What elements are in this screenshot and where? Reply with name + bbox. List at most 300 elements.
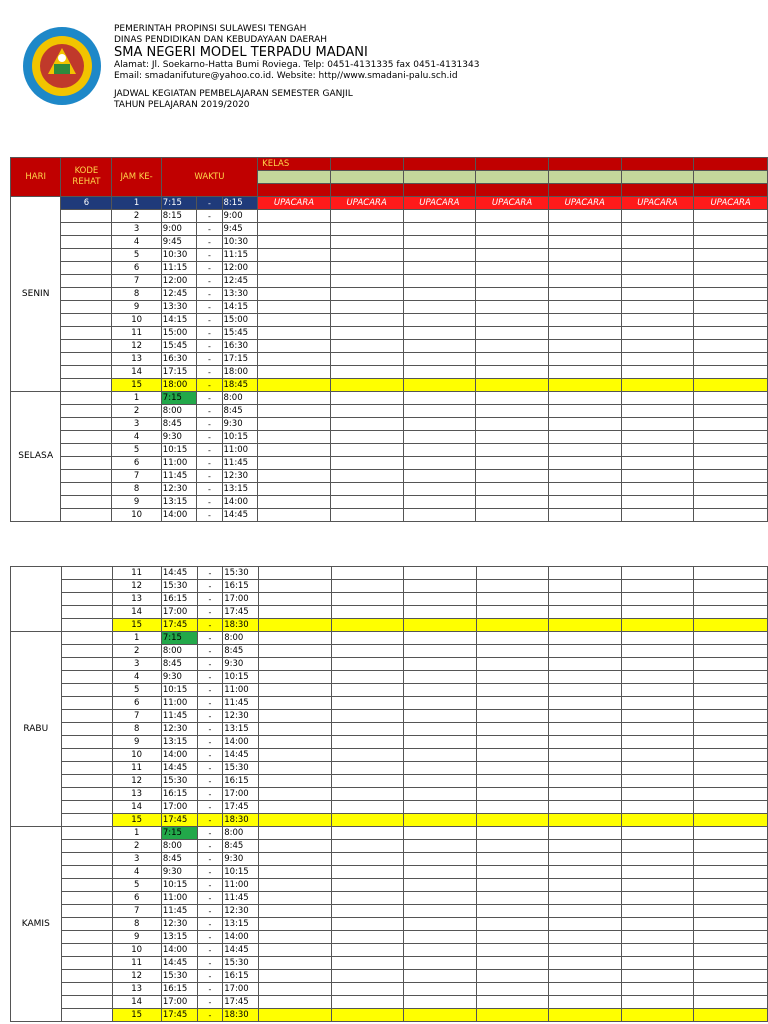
class-slot-cell [403, 444, 476, 457]
class-slot-cell [549, 905, 622, 918]
col-kode-rehat: KODE REHAT [61, 158, 112, 197]
class-slot-cell [404, 1009, 477, 1022]
class-slot-cell [549, 814, 622, 827]
class-slot-cell [621, 840, 694, 853]
class-slot-cell [403, 223, 476, 236]
class-slot-cell [621, 431, 694, 444]
jam-ke-cell: 2 [112, 210, 161, 223]
kelas-sub-cell [694, 184, 768, 197]
time-end-cell: 10:15 [223, 866, 259, 879]
table-row [11, 249, 768, 262]
jam-ke-cell: 4 [112, 431, 161, 444]
jam-ke-cell: 2 [112, 645, 161, 658]
class-slot-cell [331, 814, 404, 827]
time-start-cell: 7:15 [161, 632, 197, 645]
table-row [11, 366, 768, 379]
class-slot-cell [621, 723, 694, 736]
time-start-cell: 17:45 [161, 619, 197, 632]
class-slot-cell [549, 957, 622, 970]
class-slot-cell [403, 483, 476, 496]
class-slot-cell [476, 931, 549, 944]
table-row [11, 353, 768, 366]
kode-rehat-cell [61, 379, 112, 392]
table-row [11, 736, 768, 749]
class-slot-cell [258, 353, 331, 366]
class-slot-cell [476, 697, 549, 710]
class-slot-cell [331, 762, 404, 775]
table-row [11, 418, 768, 431]
class-slot-cell [331, 892, 404, 905]
table-row [11, 606, 768, 619]
time-dash-cell: - [197, 366, 222, 379]
class-slot-cell [621, 262, 694, 275]
kelas-header-cell [476, 158, 549, 171]
class-slot-cell [404, 788, 477, 801]
class-slot-cell [403, 327, 476, 340]
class-slot-cell [621, 567, 694, 580]
class-slot-cell [403, 379, 476, 392]
class-slot-cell [621, 918, 694, 931]
class-slot-cell [694, 457, 768, 470]
time-start-cell: 16:30 [161, 353, 197, 366]
kode-rehat-cell [61, 236, 112, 249]
kode-rehat-cell [61, 262, 112, 275]
class-slot-cell [330, 249, 403, 262]
table-row [11, 853, 768, 866]
time-end-cell: 14:15 [222, 301, 258, 314]
class-slot-cell [694, 775, 768, 788]
kode-rehat-cell [61, 879, 112, 892]
class-slot-cell [476, 457, 549, 470]
class-slot-cell [621, 379, 694, 392]
class-slot-cell [549, 970, 622, 983]
class-slot-cell [331, 931, 404, 944]
table-row [11, 314, 768, 327]
class-slot-cell [621, 879, 694, 892]
class-slot-cell [621, 606, 694, 619]
class-slot-cell [404, 970, 477, 983]
time-dash-cell: - [197, 314, 222, 327]
kelas-name-cell [403, 171, 476, 184]
class-slot-cell [694, 249, 768, 262]
jam-ke-cell: 5 [112, 684, 161, 697]
class-slot-cell [331, 970, 404, 983]
class-slot-cell [549, 801, 622, 814]
class-slot-cell [694, 710, 768, 723]
class-slot-cell [259, 580, 332, 593]
document-title: JADWAL KEGIATAN PEMBELAJARAN SEMESTER GANJIL [114, 89, 353, 99]
class-slot-cell [621, 366, 694, 379]
time-dash-cell: - [197, 262, 222, 275]
time-end-cell: 9:00 [222, 210, 258, 223]
class-slot-cell [549, 762, 622, 775]
table-row [11, 775, 768, 788]
class-slot-cell [694, 353, 768, 366]
class-slot-cell [403, 418, 476, 431]
time-dash-cell: - [197, 931, 223, 944]
class-slot-cell [476, 749, 549, 762]
kode-rehat-cell [61, 788, 112, 801]
time-start-cell: 9:30 [161, 671, 197, 684]
class-slot-cell [403, 470, 476, 483]
jam-ke-cell: 6 [112, 697, 161, 710]
kode-rehat-cell [61, 645, 112, 658]
table-row [11, 957, 768, 970]
class-slot-cell [476, 405, 549, 418]
kode-rehat-cell [61, 697, 112, 710]
class-slot-cell [404, 723, 477, 736]
class-slot-cell [694, 983, 768, 996]
class-slot-cell [476, 892, 549, 905]
jam-ke-cell: 4 [112, 671, 161, 684]
class-slot-cell [404, 840, 477, 853]
class-slot-cell [694, 801, 768, 814]
table-row [11, 788, 768, 801]
class-slot-cell [330, 457, 403, 470]
class-slot-cell [330, 444, 403, 457]
class-slot-cell [331, 957, 404, 970]
class-slot-cell [621, 762, 694, 775]
class-slot-cell [621, 392, 694, 405]
time-end-cell: 9:30 [223, 658, 259, 671]
class-slot-cell [548, 483, 621, 496]
time-dash-cell: - [197, 327, 222, 340]
time-dash-cell: - [197, 457, 222, 470]
class-slot-cell [621, 619, 694, 632]
class-slot-cell [258, 379, 331, 392]
time-start-cell: 10:15 [161, 879, 197, 892]
kelas-sub-cell [403, 184, 476, 197]
class-slot-cell [621, 970, 694, 983]
class-slot-cell [259, 697, 332, 710]
jam-ke-cell: 7 [112, 905, 161, 918]
class-slot-cell [621, 827, 694, 840]
class-slot-cell [549, 996, 622, 1009]
class-slot-cell [403, 353, 476, 366]
school-contact: Email: smadanifuture@yahoo.co.id. Website: http//www.smadani-palu.sch.id [114, 70, 458, 81]
kode-rehat-cell [61, 775, 112, 788]
class-slot-cell [694, 1009, 768, 1022]
time-dash-cell: - [197, 866, 223, 879]
class-slot-cell [259, 749, 332, 762]
class-slot-cell [258, 444, 331, 457]
time-end-cell: 8:00 [223, 632, 259, 645]
class-slot-cell [330, 301, 403, 314]
table-row [11, 405, 768, 418]
class-slot-cell [549, 619, 622, 632]
class-slot-cell [621, 444, 694, 457]
class-slot-cell [549, 879, 622, 892]
jam-ke-cell: 1 [112, 392, 161, 405]
time-start-cell: 11:45 [161, 905, 197, 918]
class-slot-cell [476, 327, 549, 340]
time-end-cell: 12:45 [222, 275, 258, 288]
jam-ke-cell: 7 [112, 275, 161, 288]
class-slot-cell [476, 840, 549, 853]
time-dash-cell: - [197, 892, 223, 905]
class-slot-cell [549, 892, 622, 905]
class-slot-cell [258, 496, 331, 509]
class-slot-cell [476, 580, 549, 593]
time-dash-cell: - [197, 905, 223, 918]
time-start-cell: 11:00 [161, 892, 197, 905]
class-slot-cell [330, 288, 403, 301]
class-slot-cell [259, 892, 332, 905]
class-slot-cell [694, 658, 768, 671]
jam-ke-cell: 6 [112, 262, 161, 275]
time-end-cell: 11:45 [222, 457, 258, 470]
time-end-cell: 14:00 [223, 931, 259, 944]
jam-ke-cell: 8 [112, 918, 161, 931]
class-slot-cell [694, 379, 768, 392]
class-slot-cell [694, 788, 768, 801]
time-dash-cell: - [197, 567, 223, 580]
class-slot-cell [258, 314, 331, 327]
class-slot-cell [549, 671, 622, 684]
jam-ke-cell: 10 [112, 749, 161, 762]
time-start-cell: 14:15 [161, 314, 197, 327]
class-slot-cell [694, 970, 768, 983]
class-slot-cell [258, 418, 331, 431]
school-logo [22, 26, 102, 106]
table-row [11, 197, 768, 210]
time-start-cell: 8:00 [161, 840, 197, 853]
table-row [11, 288, 768, 301]
table-row [11, 749, 768, 762]
kelas-sub-cell [330, 184, 403, 197]
class-slot-cell [476, 418, 549, 431]
time-dash-cell: - [197, 340, 222, 353]
class-slot-cell: UPACARA [621, 197, 694, 210]
jam-ke-cell: 2 [112, 840, 161, 853]
class-slot-cell [476, 736, 549, 749]
kode-rehat-cell [61, 801, 112, 814]
jam-ke-cell: 5 [112, 444, 161, 457]
class-slot-cell [476, 606, 549, 619]
table-row [11, 509, 768, 522]
class-slot-cell [621, 327, 694, 340]
class-slot-cell [259, 736, 332, 749]
time-start-cell: 8:45 [161, 853, 197, 866]
time-start-cell: 11:45 [161, 710, 197, 723]
time-dash-cell: - [197, 918, 223, 931]
time-start-cell: 12:30 [161, 483, 197, 496]
class-slot-cell [404, 879, 477, 892]
jam-ke-cell: 11 [112, 762, 161, 775]
time-start-cell: 7:15 [161, 197, 197, 210]
class-slot-cell [476, 223, 549, 236]
jam-ke-cell: 1 [112, 632, 161, 645]
time-end-cell: 18:30 [223, 814, 259, 827]
jam-ke-cell: 13 [112, 353, 161, 366]
class-slot-cell [548, 496, 621, 509]
kode-rehat-cell [61, 580, 112, 593]
table-row [11, 262, 768, 275]
class-slot-cell [403, 340, 476, 353]
class-slot-cell [330, 340, 403, 353]
class-slot-cell [549, 931, 622, 944]
class-slot-cell [548, 301, 621, 314]
kode-rehat-cell [61, 710, 112, 723]
time-dash-cell: - [197, 710, 223, 723]
kelas-name-cell [621, 171, 694, 184]
class-slot-cell [331, 658, 404, 671]
time-start-cell: 11:45 [161, 470, 197, 483]
class-slot-cell [403, 262, 476, 275]
kode-rehat-cell [61, 275, 112, 288]
class-slot-cell [621, 223, 694, 236]
jam-ke-cell: 13 [112, 983, 161, 996]
class-slot-cell [621, 814, 694, 827]
class-slot-cell [694, 762, 768, 775]
class-slot-cell [694, 853, 768, 866]
class-slot-cell [330, 236, 403, 249]
class-slot-cell [476, 788, 549, 801]
class-slot-cell [404, 658, 477, 671]
time-start-cell: 16:15 [161, 788, 197, 801]
time-end-cell: 15:45 [222, 327, 258, 340]
class-slot-cell [404, 580, 477, 593]
time-start-cell: 10:15 [161, 684, 197, 697]
time-start-cell: 15:45 [161, 340, 197, 353]
class-slot-cell [694, 236, 768, 249]
jam-ke-cell: 5 [112, 879, 161, 892]
time-end-cell: 15:30 [223, 957, 259, 970]
kode-rehat-cell [61, 723, 112, 736]
table-row [11, 1009, 768, 1022]
class-slot-cell [330, 275, 403, 288]
kelas-sub-cell [476, 184, 549, 197]
class-slot-cell [404, 697, 477, 710]
kode-rehat-cell [61, 327, 112, 340]
time-end-cell: 12:30 [223, 905, 259, 918]
class-slot-cell [403, 366, 476, 379]
time-dash-cell: - [197, 736, 223, 749]
class-slot-cell [476, 671, 549, 684]
class-slot-cell [548, 470, 621, 483]
class-slot-cell [694, 405, 768, 418]
class-slot-cell [476, 684, 549, 697]
time-dash-cell: - [197, 392, 222, 405]
class-slot-cell [549, 918, 622, 931]
time-dash-cell: - [197, 470, 222, 483]
class-slot-cell [259, 775, 332, 788]
class-slot-cell [403, 509, 476, 522]
class-slot-cell [330, 210, 403, 223]
class-slot-cell [694, 580, 768, 593]
class-slot-cell [476, 710, 549, 723]
jam-ke-cell: 12 [112, 340, 161, 353]
table-row [11, 710, 768, 723]
class-slot-cell [621, 288, 694, 301]
kelas-header-cell [403, 158, 476, 171]
class-slot-cell [330, 483, 403, 496]
class-slot-cell [548, 249, 621, 262]
class-slot-cell [476, 723, 549, 736]
class-slot-cell [331, 697, 404, 710]
kode-rehat-cell [61, 996, 112, 1009]
class-slot-cell [476, 366, 549, 379]
class-slot-cell [548, 314, 621, 327]
class-slot-cell [331, 944, 404, 957]
time-end-cell: 18:30 [223, 619, 259, 632]
time-end-cell: 9:30 [223, 853, 259, 866]
class-slot-cell [549, 1009, 622, 1022]
table-row [11, 431, 768, 444]
class-slot-cell [331, 788, 404, 801]
time-start-cell: 15:30 [161, 775, 197, 788]
kelas-name-cell [694, 171, 768, 184]
time-end-cell: 17:45 [223, 996, 259, 1009]
class-slot-cell [548, 353, 621, 366]
class-slot-cell [404, 736, 477, 749]
time-dash-cell: - [197, 632, 223, 645]
kode-rehat-cell [61, 684, 112, 697]
class-slot-cell [476, 288, 549, 301]
class-slot-cell [621, 996, 694, 1009]
class-slot-cell [404, 918, 477, 931]
class-slot-cell [694, 736, 768, 749]
class-slot-cell [476, 996, 549, 1009]
class-slot-cell [476, 509, 549, 522]
class-slot-cell [549, 775, 622, 788]
time-end-cell: 13:15 [223, 918, 259, 931]
class-slot-cell [621, 788, 694, 801]
class-slot-cell [694, 957, 768, 970]
kelas-sub-cell [258, 184, 331, 197]
class-slot-cell [331, 736, 404, 749]
class-slot-cell [694, 814, 768, 827]
class-slot-cell [476, 853, 549, 866]
class-slot-cell [621, 593, 694, 606]
time-end-cell: 13:15 [222, 483, 258, 496]
class-slot-cell [404, 645, 477, 658]
time-end-cell: 17:15 [222, 353, 258, 366]
class-slot-cell [404, 866, 477, 879]
table-row [11, 593, 768, 606]
class-slot-cell [331, 827, 404, 840]
class-slot-cell [548, 379, 621, 392]
table-row [11, 275, 768, 288]
class-slot-cell [548, 340, 621, 353]
kode-rehat-cell [61, 249, 112, 262]
jam-ke-cell: 3 [112, 658, 161, 671]
time-end-cell: 8:45 [222, 405, 258, 418]
class-slot-cell [549, 684, 622, 697]
jam-ke-cell: 11 [112, 957, 161, 970]
time-dash-cell: - [197, 593, 223, 606]
kode-rehat-cell [61, 671, 112, 684]
table-row [11, 444, 768, 457]
time-dash-cell: - [197, 431, 222, 444]
kode-rehat-cell [61, 567, 112, 580]
time-dash-cell: - [197, 249, 222, 262]
time-end-cell: 8:00 [223, 827, 259, 840]
time-end-cell: 8:45 [223, 645, 259, 658]
table-row [11, 905, 768, 918]
kode-rehat-cell [61, 619, 112, 632]
class-slot-cell [694, 619, 768, 632]
kode-rehat-cell [61, 593, 112, 606]
class-slot-cell [259, 593, 332, 606]
time-start-cell: 17:45 [161, 814, 197, 827]
time-end-cell: 16:15 [223, 580, 259, 593]
class-slot-cell [621, 866, 694, 879]
class-slot-cell [694, 671, 768, 684]
class-slot-cell [694, 366, 768, 379]
class-slot-cell [330, 392, 403, 405]
class-slot-cell [259, 918, 332, 931]
